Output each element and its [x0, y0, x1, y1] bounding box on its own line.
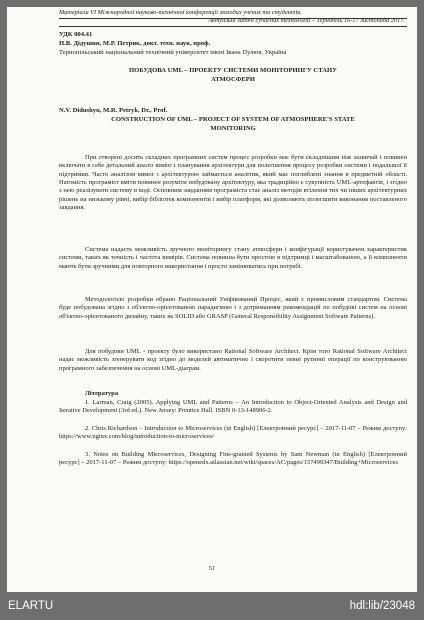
header-line-1: Матеріали VI Міжнародної науково-технічної конференції молодих учених та студентів. — [59, 9, 302, 16]
handle-id: hdl:lib/23048 — [349, 600, 415, 612]
authors-en: N.V. Didushyn, M.R. Petryk, Dr., Prof. — [59, 107, 168, 114]
header-line-2: Актуальні задачі сучасних технологій – Тернопіль 16-17 листопада 2017. — [208, 17, 405, 24]
reference-1: 1. Larman, Craig (2005). Applying UML and Patterns – An Introduction to Object-Oriented Analysis and Design and Iterative Development (3rd ed.). New Jersey: Prentice Hall. ISBN 0-13-148906-2. — [59, 399, 407, 415]
header-rule-1 — [59, 18, 407, 19]
page-number: 51 — [208, 565, 216, 572]
references-heading: Література — [85, 390, 119, 397]
header-rule-2 — [59, 26, 407, 27]
paragraph-1: При створені досить складних програмних систем процес розробки має бути складнішим ніж зазвичай і повинен включати в себе детальний аналіз вимог і планування архітектури для полегшення процесу розробки системи і подальшої її підтримки. Часто аналізом вимог і архітектурою займається аналітик, який має поглиблені знання в предметній області. Натомість програміст вміти повинен розуміти побудовану архітектуру, яка традиційно є сукупність UML-артефактів, і згідно з нею реалізувати систему в коді. Основним завданням програміста стає аналіз методів втілення тих чи інших архітектурних рішень на низькому рівні, вибір бібліотек компонентів і вибір платформ, які дозволяють полегшити виконання поставленого завдання. — [59, 154, 407, 212]
paragraph-3: Методологією розробки обрано Раціональний Уніфікований Процес, який є промисловим стандартом. Система буде побудована згідно з об'єктно-орієнтованою парадигмою і з дотриманням рекомендацій по побудові систем на основі об'єктно-орієнтованого дизайну, таких як SOLID або GRASP (General Responsibility Assignment Software Patterns). — [59, 296, 407, 320]
paragraph-4: Для побудови UML - проекту було використано Rational Software Architect. Крім того Rational Software Architect надає можливість згенерувати код згідно до моделей автоматично і скоротити певні рутинні операції по конструюванню програмного забезпечення на основі UML-діаграм. — [59, 348, 407, 372]
document-page — [7, 7, 417, 592]
conference-header — [59, 9, 407, 25]
affiliation: Тернопільський національний технічний університет імені Івана Пулюя, Україна — [59, 49, 287, 56]
reference-3: 3. Notes on Building Microservices, Designing Fine-grained Systems by Sam Newman (in English) [Електронний ресурс] – 2017-11-07 – Режим доступу: https://openedx.atlassian.net/wiki/spaces/AC/pages/157499347/Building+Microservices — [59, 451, 407, 467]
title-ua-line-2: АТМОСФЕРИ — [211, 76, 255, 83]
title-ua-line-1: ПОБУДОВА UML – ПРОЕКТУ СИСТЕМИ МОНІТОРИНГУ СТАНУ — [128, 67, 337, 74]
reference-2: 2. Chris Richardson – Introduction to Microservices (in English) [Електронний ресурс] – 2017-11-07 – Режим доступу: https://www.nginx.com/blog/introduction-to-microservices/ — [59, 425, 407, 441]
title-en-line-2: MONITORING — [210, 125, 256, 132]
udc-code: УДК 004.41 — [59, 31, 93, 38]
title-en-line-1: CONSTRUCTION OF UML – PROJECT OF SYSTEM OF ATMOSPHERE'S STATE — [111, 116, 355, 123]
paragraph-2: Система надасть можливість зручного моніторингу стану атмосфери і конфігурації користувачем характеристик системи, таких як точність і частота вимірів. Система повинна бути простою в підтримці і масштабованою, а її компоненти мають бути зручними для повторного використання і просто замінюватись при потребі. — [59, 246, 407, 270]
authors-ua: Н.В. Дідушин, М.Р. Петрик, докт. техн. наук, проф. — [59, 40, 211, 47]
repository-name: ELARTU — [8, 600, 54, 612]
footer-bar — [0, 598, 424, 618]
